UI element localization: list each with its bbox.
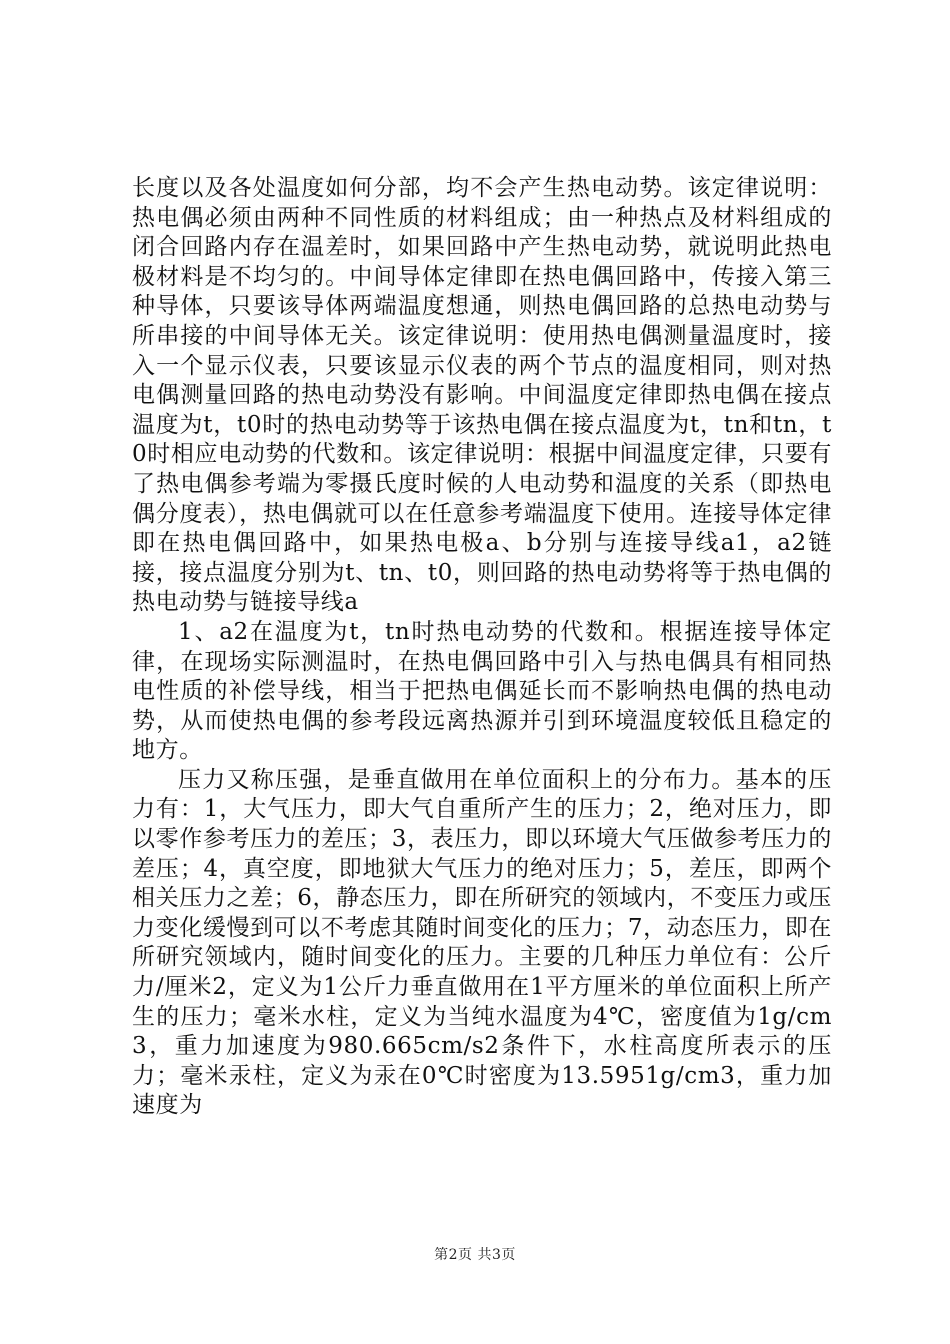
paragraph-thermocouple-laws: 长度以及各处温度如何分部，均不会产生热电动势。该定律说明：热电偶必须由两种不同性质的材料组成；由一种热点及材料组成的闭合回路内存在温差时，如果回路中产生热电动势，就说明此热电极材料是不均匀的。中间导体定律即在热电偶回路中，传接入第三种导体，只要该导体两端温度想通，则热电偶回路的总热电动势与所串接的中间导体无关。该定律说明：使用热电偶测量温度时，接入一个显示仪表，只要该显示仪表的两个节点的温度相同，则对热电偶测量回路的热电动势没有影响。中间温度定律即热电偶在接点温度为t，t0时的热电动势等于该热电偶在接点温度为t，tn和tn，t0时相应电动势的代数和。该定律说明：根据中间温度定律，只要有了热电偶参考端为零摄氏度时候的人电动势和温度的关系（即热电偶分度表），热电偶就可以在任意参考端温度下使用。连接导体定律即在热电偶回路中，如果热电极a、b分别与连接导线a1，a2链接，接点温度分别为t、tn、t0，则回路的热电动势将等于热电偶的热电动势与链接导线a bbox=[132, 175, 832, 616]
paragraph-compensation-wire: 1、a2在温度为t，tn时热电动势的代数和。根据连接导体定律，在现场实际测温时，在热电偶回路中引入与热电偶具有相同热电性质的补偿导线，相当于把热电偶延长而不影响热电偶的热电动势，从而使热电偶的参考段远离热源并引到环境温度较低且稳定的地方。 bbox=[132, 618, 832, 764]
document-body bbox=[132, 174, 832, 1121]
paragraph-pressure-definitions: 压力又称压强，是垂直做用在单位面积上的分布力。基本的压力有：1，大气压力，即大气自重所产生的压力；2，绝对压力，即以零作参考压力的差压；3，表压力，即以环境大气压做参考压力的差压；4，真空度，即地狱大气压力的绝对压力；5，差压，即两个相关压力之差；6，静态压力，即在所研究的领域内，不变压力或压力变化缓慢到可以不考虑其随时间变化的压力；7，动态压力，即在所研究领域内，随时间变化的压力。主要的几种压力单位有：公斤力/厘米2，定义为1公斤力垂直做用在1平方厘米的单位面积上所产生的压力；毫米水柱，定义为当纯水温度为4℃，密度值为1g/cm3，重力加速度为980.665cm/s2条件下，水柱高度所表示的压力；毫米汞柱，定义为汞在0℃时密度为13.5951g/cm3，重力加速度为 bbox=[132, 766, 832, 1119]
page-number-footer: 第2页 共3页 bbox=[434, 1247, 516, 1263]
